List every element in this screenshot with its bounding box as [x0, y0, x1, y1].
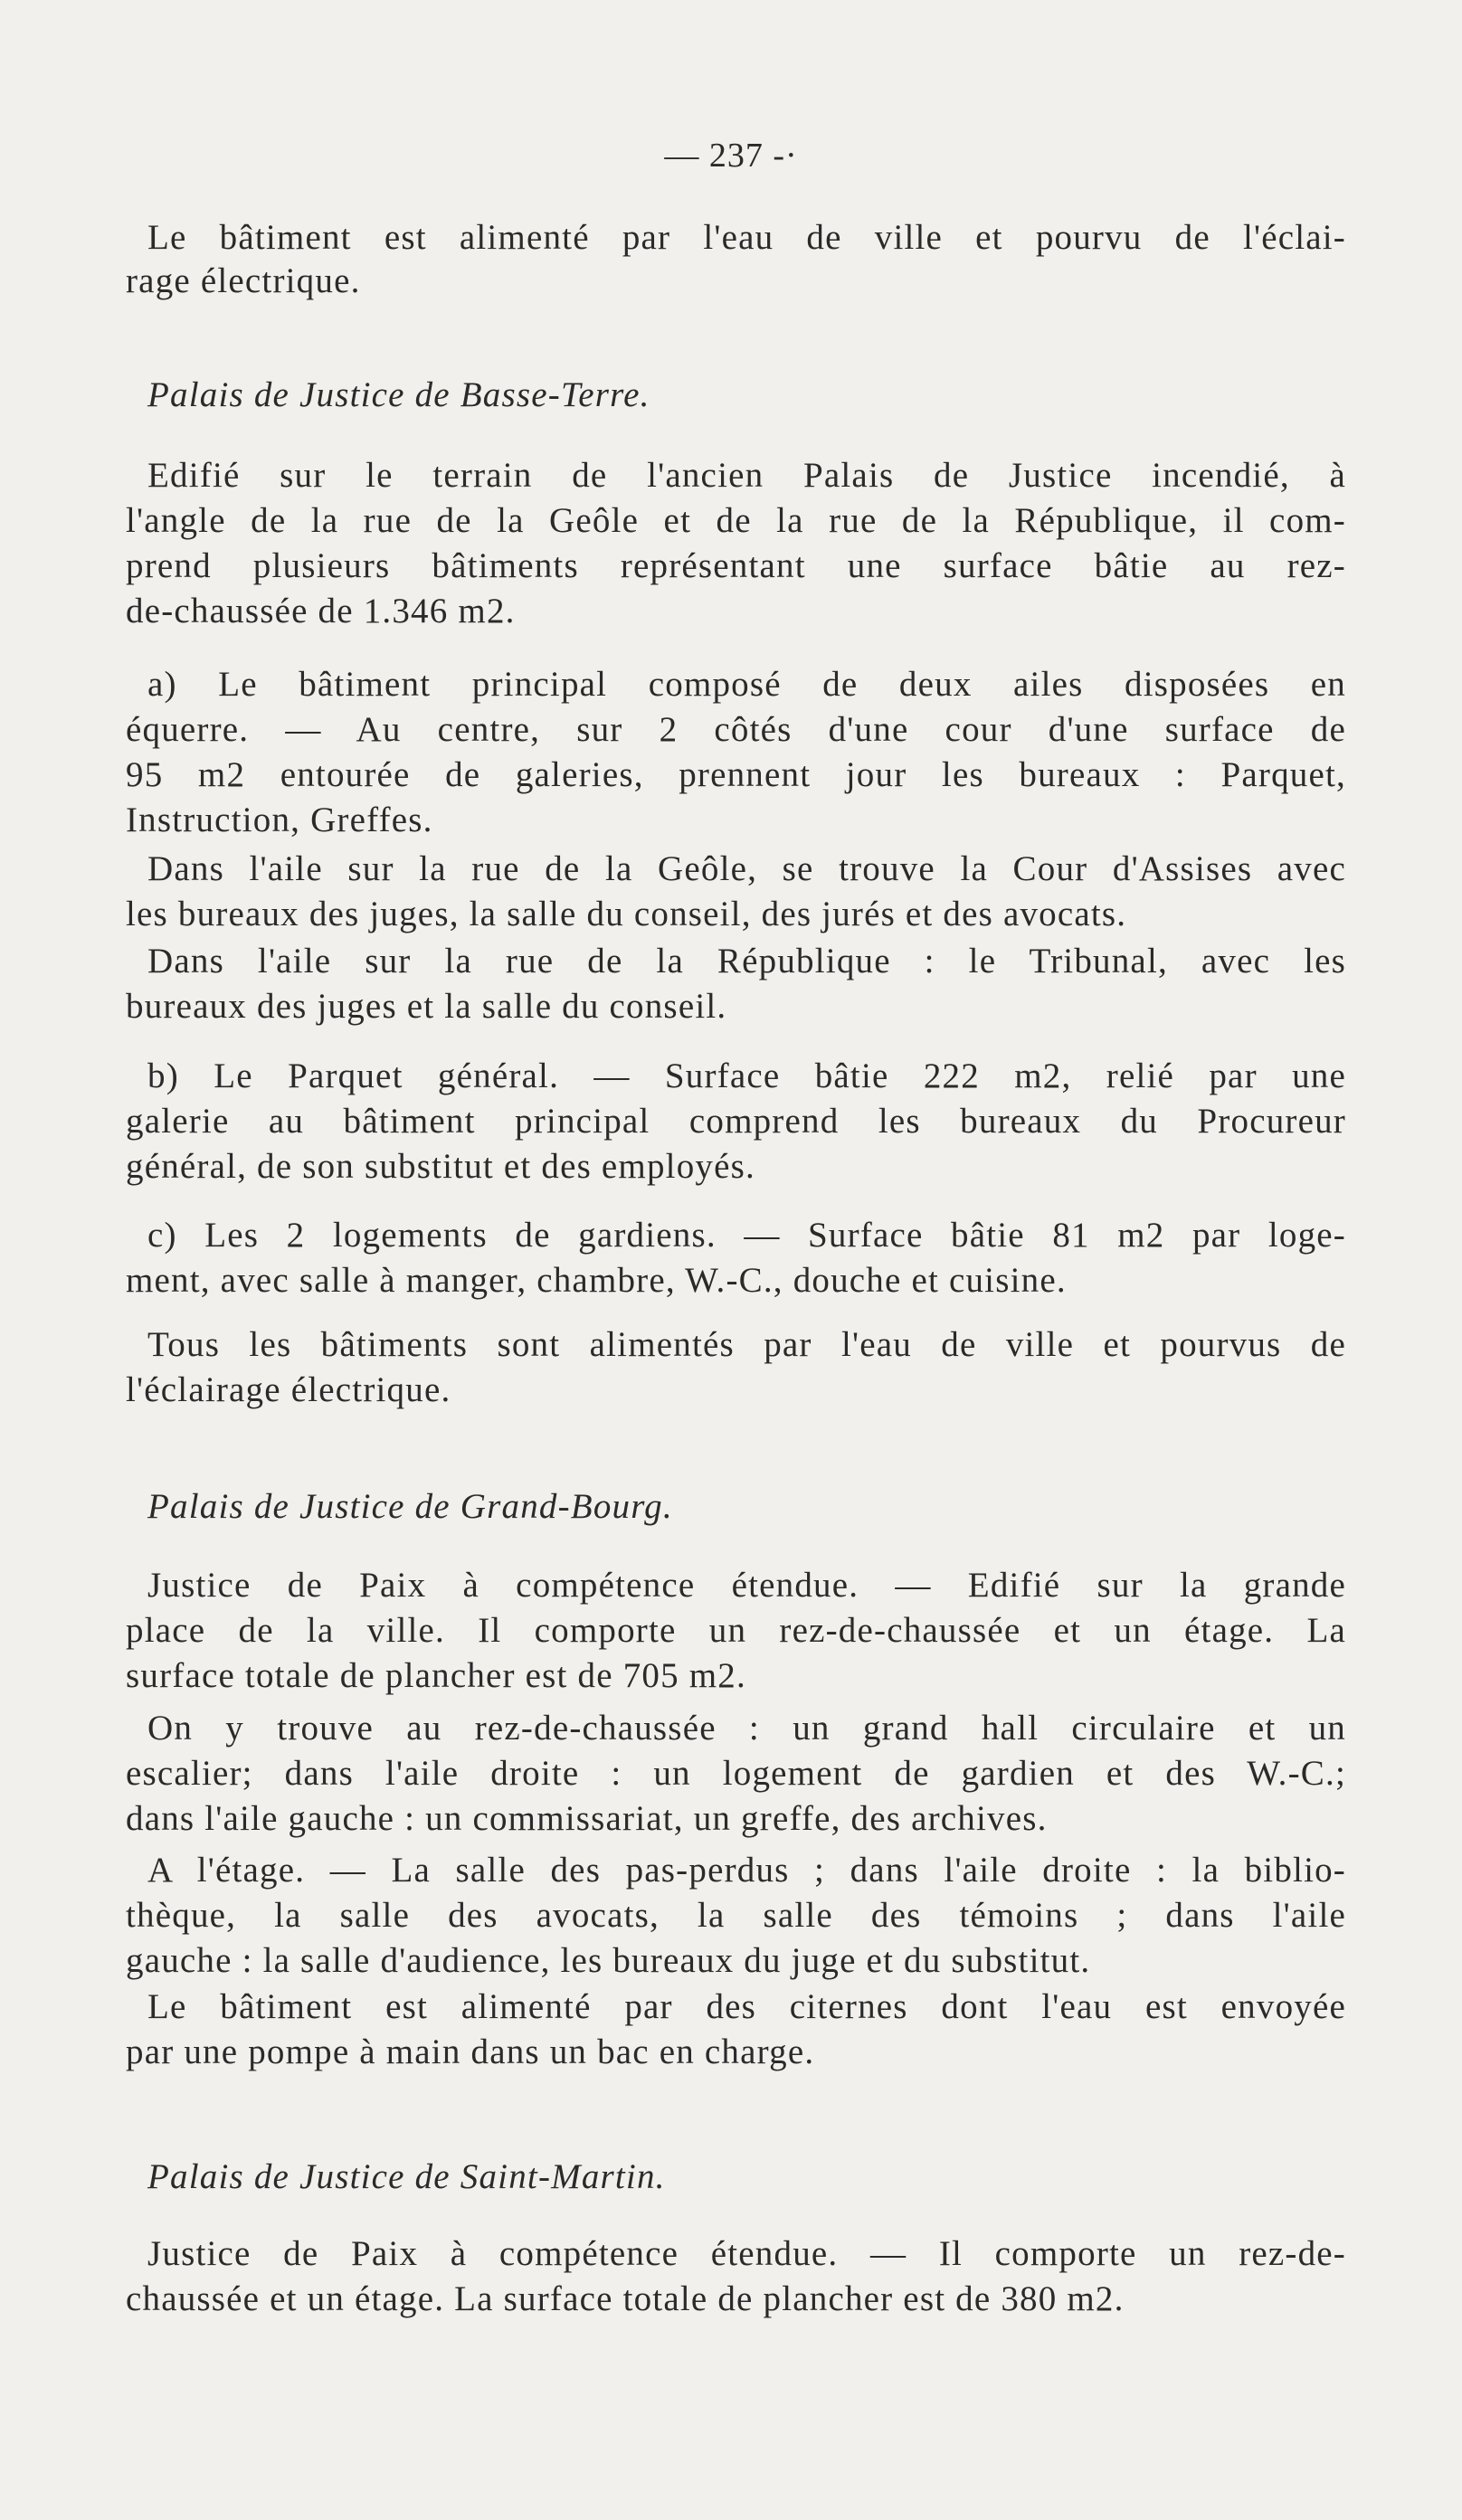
paragraph-line: prend plusieurs bâtiments représentant une surface bâtie au rez- — [126, 546, 1346, 585]
paragraph-line: rage électrique. — [126, 261, 361, 300]
paragraph-line: gauche : la salle d'audience, les bureaux du juge et du substitut. — [126, 1941, 1091, 1980]
paragraph-line: Dans l'aile sur la rue de la République : le Tribunal, avec les — [147, 942, 1346, 981]
paragraph-line: Justice de Paix à compétence étendue. — Il comporte un rez-de- — [147, 2234, 1346, 2273]
paragraph-line: place de la ville. Il comporte un rez-de-chaussée et un étage. La — [126, 1611, 1346, 1650]
paragraph-line: c) Les 2 logements de gardiens. — Surface bâtie 81 m2 par loge- — [147, 1216, 1346, 1255]
paragraph-line: galerie au bâtiment principal comprend les bureaux du Procureur — [126, 1102, 1346, 1141]
paragraph-line: ment, avec salle à manger, chambre, W.-C., douche et cuisine. — [126, 1261, 1067, 1300]
paragraph-line: l'éclairage électrique. — [126, 1370, 451, 1409]
paragraph-line: On y trouve au rez-de-chaussée : un grand hall circulaire et un — [147, 1709, 1346, 1748]
paragraph-line: chaussée et un étage. La surface totale de plancher est de 380 m2. — [126, 2279, 1125, 2318]
paragraph-line: thèque, la salle des avocats, la salle des témoins ; dans l'aile — [126, 1896, 1346, 1935]
paragraph-line: Tous les bâtiments sont alimentés par l'eau de ville et pourvus de — [147, 1325, 1346, 1364]
section-heading: Palais de Justice de Saint-Martin. — [147, 2157, 666, 2196]
paragraph-line: Instruction, Greffes. — [126, 801, 433, 839]
paragraph-line: équerre. — Au centre, sur 2 côtés d'une cour d'une surface de — [126, 710, 1346, 749]
section-heading: Palais de Justice de Grand-Bourg. — [147, 1487, 673, 1526]
paragraph-line: A l'étage. — La salle des pas-perdus ; dans l'aile droite : la biblio- — [147, 1851, 1346, 1890]
paragraph-line: escalier; dans l'aile droite : un logement de gardien et des W.-C.; — [126, 1754, 1346, 1793]
paragraph-line: Justice de Paix à compétence étendue. — Edifié sur la grande — [147, 1566, 1346, 1605]
paragraph-line: Le bâtiment est alimenté par l'eau de ville et pourvu de l'éclai- — [147, 218, 1346, 257]
paragraph-line: b) Le Parquet général. — Surface bâtie 222 m2, relié par une — [147, 1056, 1346, 1095]
paragraph-line: par une pompe à main dans un bac en charge. — [126, 2032, 815, 2071]
paragraph-line: Dans l'aile sur la rue de la Geôle, se trouve la Cour d'Assises avec — [147, 849, 1346, 888]
paragraph-line: a) Le bâtiment principal composé de deux ailes disposées en — [147, 665, 1346, 704]
paragraph-line: Edifié sur le terrain de l'ancien Palais de Justice incendié, à — [147, 456, 1346, 495]
section-heading: Palais de Justice de Basse-Terre. — [147, 375, 650, 414]
paragraph-line: dans l'aile gauche : un commissariat, un greffe, des archives. — [126, 1799, 1048, 1838]
paragraph-line: de-chaussée de 1.346 m2. — [126, 592, 516, 630]
paragraph-line: 95 m2 entourée de galeries, prennent jour les bureaux : Parquet, — [126, 755, 1346, 794]
paragraph-line: surface totale de plancher est de 705 m2. — [126, 1656, 746, 1695]
paragraph-line: Le bâtiment est alimenté par des citernes dont l'eau est envoyée — [147, 1987, 1346, 2026]
paragraph-line: les bureaux des juges, la salle du conseil, des jurés et des avocats. — [126, 895, 1127, 933]
page-number: — 237 -· — [664, 137, 798, 175]
paragraph-line: bureaux des juges et la salle du conseil. — [126, 987, 727, 1026]
paragraph-line: général, de son substitut et des employés. — [126, 1147, 755, 1186]
paragraph-line: l'angle de la rue de la Geôle et de la rue de la République, il com- — [126, 501, 1346, 540]
